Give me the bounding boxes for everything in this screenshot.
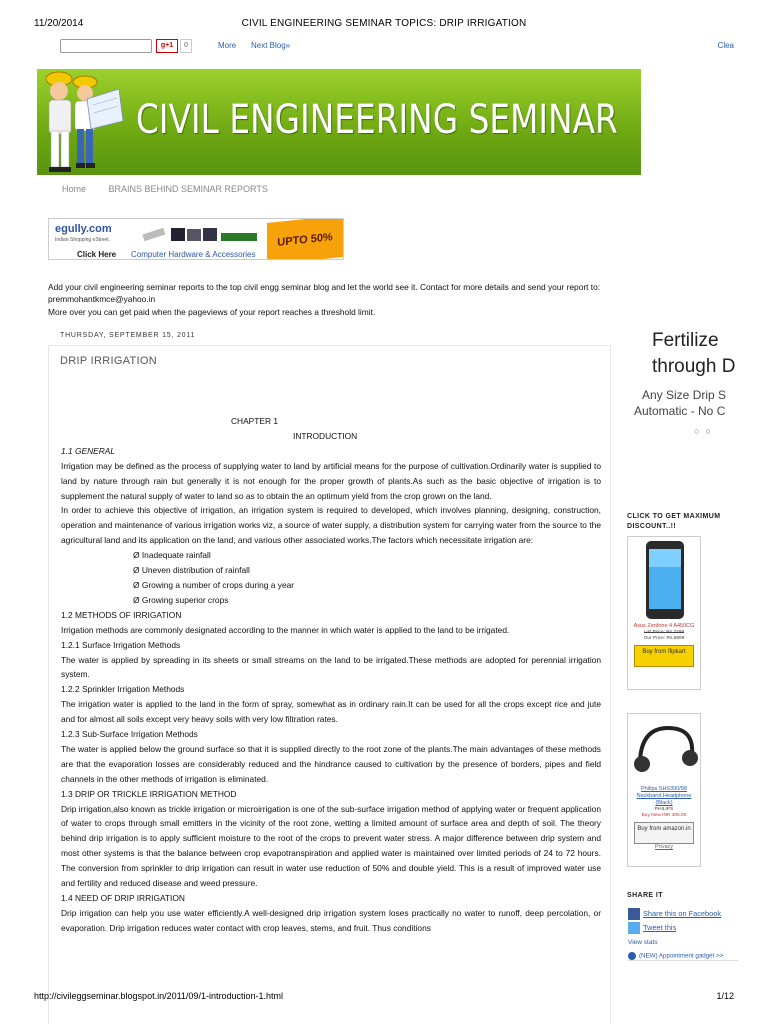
introduction-heading: INTRODUCTION [293, 430, 358, 441]
next-blog-link[interactable]: Next Blog» [251, 41, 291, 50]
headphone-product-icon [628, 714, 700, 786]
hardware-products-icon [141, 225, 261, 245]
blog-header-banner[interactable] [37, 69, 641, 175]
paragraph: The water is applied by spreading in its sheets or small streams on the land to be irrigated.These methods are adopted for perennial irrigation system. [61, 654, 601, 680]
buy-amazon-button[interactable]: Buy from amazon.in [634, 822, 694, 844]
page-url: http://civileggseminar.blogspot.in/2011/09/1-introduction-1.html [34, 991, 283, 1001]
buy-flipkart-button[interactable]: Buy from flipkart [634, 645, 694, 667]
egully-logo: egully.com [55, 223, 112, 235]
product-price: Buy New INR 305.00 [641, 813, 687, 818]
product-name-link[interactable]: Philips SHS390/98 Neckband Headphone (Black) [636, 786, 692, 806]
section-heading: 1.3 DRIP OR TRICKLE IRRIGATION METHOD [61, 788, 237, 799]
click-here-link[interactable]: Click Here [77, 250, 117, 259]
paragraph: The irrigation water is applied to the land in the form of spray, somewhat as in ordinary rain.It can be used for all the crops except rice and jute and for almost all soils except very heavy soils with very low filtration rates. [61, 699, 601, 725]
product-brand: PHILIPS [654, 807, 674, 812]
facebook-icon [628, 908, 640, 920]
egully-tagline: Indian Shopping eStreet. [55, 237, 111, 243]
factor-item: Ø Growing superior crops [133, 594, 229, 605]
post-date: THURSDAY, SEPTEMBER 15, 2011 [60, 332, 196, 339]
twitter-icon [628, 922, 640, 934]
ad-text: Automatic - No C [634, 404, 726, 418]
search-input[interactable] [60, 39, 152, 53]
product-card-headphone[interactable] [627, 713, 701, 867]
tab-brains-behind-seminar-reports[interactable]: BRAINS BEHIND SEMINAR REPORTS [108, 184, 268, 194]
gadget-label: (NEW) Appointment gadget >> [639, 952, 724, 960]
print-date: 11/20/2014 [34, 18, 84, 29]
banner-title: CIVIL ENGINEERING SEMINAR [136, 97, 618, 143]
phone-product-icon [628, 537, 700, 623]
view-stats-link[interactable]: View stats [628, 939, 658, 946]
section-heading: 1.2.3 Sub-Surface Irrigation Methods [61, 729, 198, 740]
factor-item: Ø Growing a number of crops during a year [133, 579, 295, 590]
section-heading: 1.2.1 Surface Irrigation Methods [61, 639, 181, 650]
intro-line: More over you can get paid when the pageviews of your report reaches a threshold limit. [48, 306, 376, 317]
section-heading: 1.2 METHODS OF IRRIGATION [61, 609, 182, 620]
appointment-gadget-link[interactable] [628, 952, 738, 961]
page-tabs [62, 184, 288, 194]
page-number: 1/12 [716, 991, 734, 1001]
product-name: Asus Zenfone 4 A450CG [633, 623, 695, 629]
paragraph: Drip irrigation,also known as trickle irrigation or microirrigation is one of the sub-surface irrigation method of applying water or frequent application of water to crops through small emitters in the vicinity of the root zone, wetting a limited amount of surface area and depth of soil. The theory behind drip irrigation is to apply sufficient moisture to the root of the crops to prevent water stress. A major difference between drip system and most other systems is that the balance between crop evapotranspiration and applied water is maintained over limited periods of 24 to 72 hours. The conversion from sprinkler to drip irrigation can result in water use reduction of 50% and double yield. This is a result of improved water use and fertility and reduced disease and weed pressure. [61, 803, 601, 889]
our-price: Our Price: Rs.6999 [643, 636, 685, 641]
print-title: CIVIL ENGINEERING SEMINAR TOPICS: DRIP IRRIGATION [241, 18, 527, 29]
blog-post [48, 345, 611, 1024]
post-title[interactable]: DRIP IRRIGATION [60, 355, 157, 367]
share-facebook[interactable] [628, 908, 721, 920]
factor-item: Ø Uneven distribution of rainfall [133, 565, 250, 576]
ad-headline: through D [652, 356, 736, 377]
egully-ad-banner[interactable] [48, 218, 344, 260]
print-footer [34, 991, 734, 1003]
share-facebook-label: Share this on Facebook [643, 908, 722, 918]
google-plus-button[interactable]: g+1 [156, 39, 178, 53]
intro-line: Add your civil engineering seminar reports to the top civil engg seminar blog and let the world see it. Contact for more details and send your report to: [48, 282, 601, 292]
chapter-heading: CHAPTER 1 [231, 416, 279, 426]
blogger-navbar [58, 38, 734, 56]
section-heading: 1.4 NEED OF DRIP IRRIGATION [61, 893, 185, 903]
share-twitter[interactable] [628, 922, 676, 934]
ad-carousel-dots[interactable]: ○○ [694, 426, 717, 436]
more-link[interactable]: More [218, 41, 237, 50]
section-heading: 1.2.2 Sprinkler Irrigation Methods [61, 684, 185, 695]
blog-intro [48, 281, 668, 318]
share-twitter-label: Tweet this [643, 922, 677, 932]
info-icon [628, 952, 636, 960]
create-blog-link[interactable]: Clea [717, 41, 734, 50]
intro-email: premmohantkmce@yahoo.in [48, 294, 156, 305]
tab-home[interactable]: Home [62, 184, 87, 194]
factor-item: Ø Inadequate rainfall [133, 550, 211, 561]
offer-badge: UPTO 50% [267, 218, 343, 260]
list-price: List Price: Rs.7499 [643, 630, 685, 635]
hardware-label: Computer Hardware & Accessories [131, 250, 256, 259]
paragraph: The water is applied below the ground surface so that it is supplied directly to the root zone of the plants.The main advantages of these methods are that the evaporation losses are considerably reduced and the hindrance caused to cultivation by the presence of borders, pipes and field channels in the other methods of irrigation is eliminated. [61, 743, 601, 784]
ad-headline: Fertilize [652, 330, 719, 351]
discount-heading: CLICK TO GET MAXIMUM DISCOUNT..!! [627, 513, 721, 530]
print-header [34, 18, 734, 32]
paragraph: Drip irrigation can help you use water efficiently.A well-designed drip irrigation system loses practically no water to runoff, deep percolation, or evaporation. Drip irrigation reduces water contact with crop leaves, stems, and fruit. Thus conditions [61, 907, 601, 933]
product-card-phone[interactable] [627, 536, 701, 690]
privacy-link[interactable]: Privacy [654, 844, 674, 850]
post-body [61, 414, 601, 936]
paragraph: Irrigation methods are commonly designated according to the manner in which water is applied to the land to be irrigated. [61, 624, 510, 635]
paragraph: Irrigation may be defined as the process of supplying water to land by artificial means for the purpose of cultivation.Ordinarily water is supplied to land by nature through rain but generally it is not enough for the proper growth of plants.As such as the basic objective of irrigation is to supplement the natural supply of water to land so as to obtain the an optimum yield from the crop grown on the land. [61, 460, 601, 501]
section-heading: 1.1 GENERAL [61, 445, 115, 456]
share-heading: SHARE IT [627, 892, 663, 899]
engineers-illustration-icon [37, 69, 137, 175]
paragraph: In order to achieve this objective of irrigation, an irrigation system is required to developed, which involves planning, designing, construction, operation and maintenance of various irrigation works viz, a source of water supply, a distribution system for carrying water from the source to the agricultural land and its application on the land, and various other associated works.The factors which necessitate irrigation are: [61, 505, 601, 546]
google-plus-count: 0 [180, 39, 192, 53]
ad-text: Any Size Drip S [642, 388, 727, 402]
